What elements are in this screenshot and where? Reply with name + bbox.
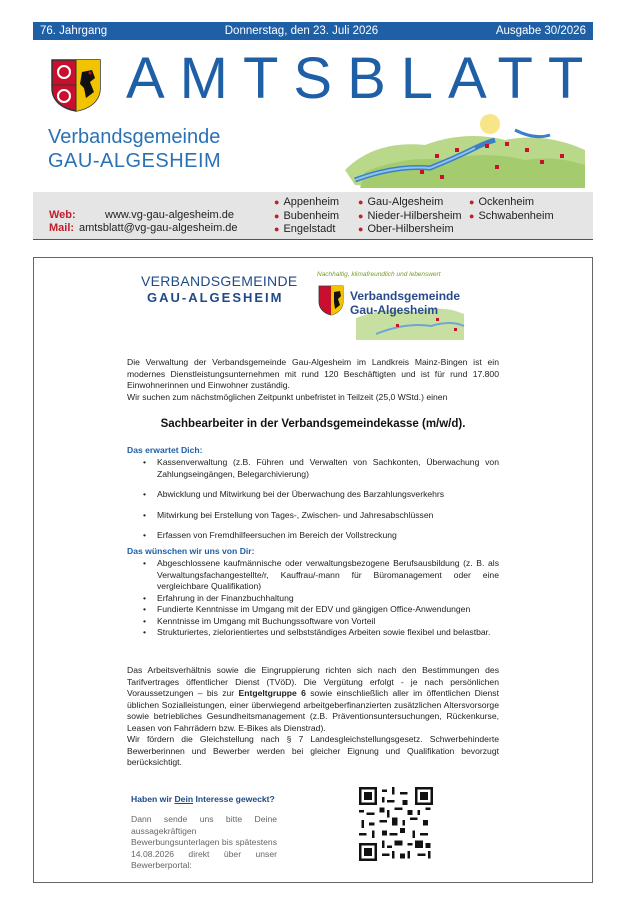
issue-date: Donnerstag, den 23. Juli 2026 [224,25,379,37]
job-title: Sachbearbeiter in der Verbandsgemeindekasse (m/w/d). [160,418,466,430]
town-item: ● Gau-Algesheim [358,196,444,208]
bullet-icon: ● [358,210,364,221]
contact-bar [33,192,593,240]
web-link[interactable]: www.vg-gau-algesheim.de [105,209,235,221]
intro-paragraph: Die Verwaltung der Verbandsgemeinde Gau-Algesheim im Landkreis Mainz-Bingen ist ein modernes Dienstleistungsunternehmen mit rund 120 Beschäftigten und ist für rund 17.800 Einwohnerinnen und Einwohner zuständig. Wir suchen zum nächstmöglichen Zeitpunkt unbefristet in Teilzeit (25,0 WStd.) einen [127,357,499,402]
ad-vg-line1: VERBANDSGEMEINDE [141,273,298,289]
bullet-icon: ● [274,224,280,234]
town-item: ● Nieder-Hilbersheim [358,209,462,222]
town-item: ● Ober-Hilbersheim [358,223,454,235]
towns-column-1 [274,196,339,237]
town-item: ● Engelstadt [274,223,336,235]
issue-number: Ausgabe 30/2026 [495,25,586,37]
bullet-icon: ● [469,197,475,207]
towns-column-3 [469,196,554,223]
masthead-vg-line1: Verbandsgemeinde [48,126,221,148]
list-item: • Fundierte Kenntnisse im Umgang mit der EDV und gängigen Office-Anwendungen [143,604,499,616]
mail-label: Mail: [49,222,75,234]
list-item: • Erfahrung in der Finanzbuchhaltung [143,593,499,605]
logo-tagline: Nachhaltig, klimafreundlich und lebenswert [317,271,441,278]
web-row [49,209,234,221]
cta-text: Dann sende uns bitte Deine aussagekräftigen Bewerbungsunterlagen bis spätestens 14.08.2026 direkt über unser Bewerberportal: [131,814,277,870]
web-label: Web: [49,209,76,221]
issue-bar [33,22,593,40]
town-item: ● Appenheim [274,196,340,208]
cta-heading: Haben wir Dein Interesse geweckt? [131,794,275,804]
bullet-icon: ● [358,197,364,207]
expect-list [143,457,499,551]
qr-code-icon[interactable] [359,787,433,861]
list-item: • Abwicklung und Mitwirkung bei der Überwachung des Barzahlungsverkehrs [143,489,499,501]
logo-name: Verbandsgemeinde Gau-Algesheim [350,289,461,317]
ad-vg-line2: GAU-ALGESHEIM [147,290,284,305]
list-item: • Kenntnisse im Umgang mit Buchungssoftware von Vorteil [143,616,499,628]
pay-grade: Entgeltgruppe 6 [238,688,306,698]
town-item: ● Schwabenheim [469,209,554,222]
town-item: ● Bubenheim [274,209,340,222]
list-item: • Kassenverwaltung (z.B. Führen und Verwalten von Sachkonten, Überwachung von Zahlungseingängen, Belegarchivierung) [143,457,499,480]
bullet-icon: ● [469,210,475,221]
mail-link[interactable]: amtsblatt@vg-gau-algesheim.de [79,222,238,234]
list-item: • Abgeschlossene kaufmännische oder verwaltungsbezogene Berufsausbildung (z. B. als Verwaltungsfachangestellte/r, Kauffrau/-mann für Büromanagement oder eine vergleichbare Qualifikation) [143,558,499,593]
mail-row [49,222,238,234]
list-item: • Mitwirkung bei Erstellung von Tages-, Zwischen- und Jahresabschlüssen [143,510,499,522]
list-item: • Strukturiertes, zielorientiertes und selbstständiges Arbeiten sowie flexibel und belastbar. [143,627,499,639]
bullet-icon: ● [274,210,280,221]
town-item: ● Ockenheim [469,196,535,208]
expect-heading: Das erwartet Dich: [127,445,203,455]
masthead-vg-line2: GAU-ALGESHEIM [48,150,222,172]
wish-heading: Das wünschen wir uns von Dir: [127,546,255,556]
towns-column-2 [358,196,462,237]
closing-paragraph: Das Arbeitsverhältnis sowie die Eingruppierung richten sich nach den Bestimmungen des Tarifvertrages öffentlicher Dienst (TVöD). Die Vergütung erfolgt - je nach persönlichen Voraussetzungen – bis zur Entgeltgruppe 6 sowie einschließlich aller im öffentlichen Dienst üblichen Sozialleistungen, einer überwiegend arbeitgeberfinanzierten zusätzlichen Altersvorsorge sowie betriebliches Gesundheitsmanagement (z.B. Präventionsuntersuchungen, Rückenkurse, Leasen von Fahrrädern bzw. E-Bikes als Dienstrad). Wir fördern die Gleichstellung nach § 7 Landesgleichstellungsgesetz. Schwerbehinderte Bewerberinnen und Bewerber werden bei gleicher Eignung und Qualifikation bevorzugt berücksichtigt. [127,665,499,767]
coat-of-arms-icon [50,58,102,112]
masthead-title: AMTSBLATT [126,46,599,111]
volume-label: 76. Jahrgang [40,25,108,37]
landscape-illustration [335,110,590,190]
wish-list [143,558,499,639]
list-item: • Erfassen von Fremdhilfeersuchen im Bereich der Vollstreckung [143,530,499,542]
bullet-icon: ● [358,224,364,234]
bullet-icon: ● [274,197,280,207]
